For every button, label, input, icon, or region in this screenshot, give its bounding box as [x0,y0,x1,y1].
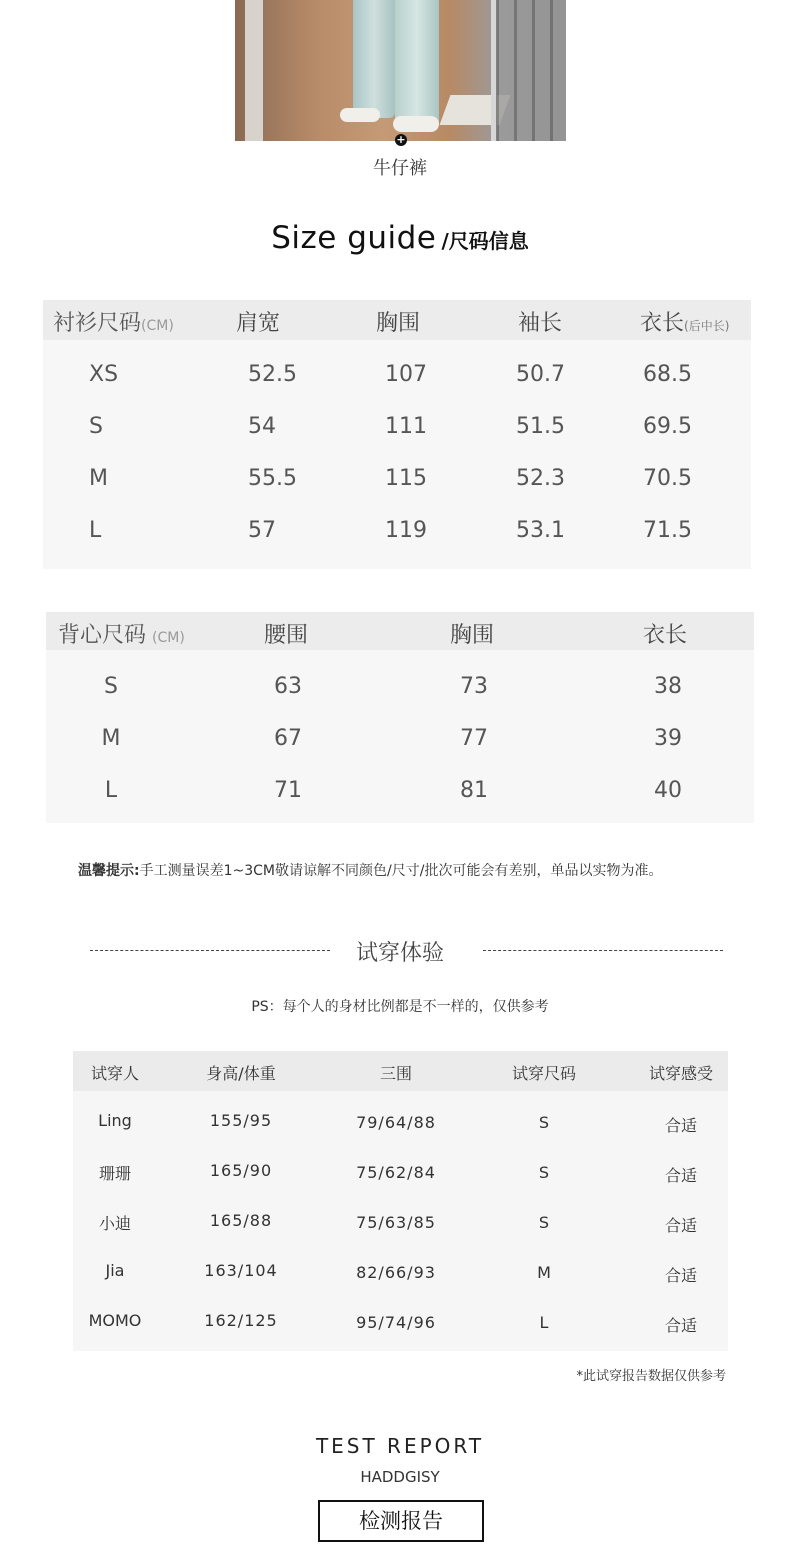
photo-door [245,0,263,141]
shirt-table-header [43,300,751,340]
test-report-button[interactable]: 检测报告 [318,1500,484,1542]
try-on-cell: Ling [98,1111,132,1130]
shirt-row-value: 111 [385,414,427,439]
vest-header-label-cell [58,618,185,649]
try-on-header-cell: 三围 [379,1064,413,1083]
vest-row-value: 38 [654,674,682,699]
shirt-row-value: 52.5 [248,362,297,387]
try-on-cell: 165/90 [209,1161,273,1180]
try-on-ps: PS：每个人的身材比例都是不一样的，仅供参考 [251,999,549,1015]
notice-text: 手工测量误差1~3CM敬请谅解不同颜色/尺寸/批次可能会有差别，单品以实物为准。 [139,863,663,879]
try-on-cell: 163/104 [204,1261,278,1280]
try-on-cell: 82/66/93 [356,1263,436,1282]
try-on-title: 试穿体验 [355,941,444,966]
photo-shoe-right [393,116,439,132]
try-on-cell: MOMO [88,1311,142,1330]
shirt-row-value: 68.5 [643,362,692,387]
try-on-cell: M [537,1263,551,1282]
try-on-cell: 小迪 [98,1214,132,1233]
photo-window-frame [496,0,566,141]
shirt-header-unit: (CM) [141,318,174,334]
vest-row-size: L [104,778,118,803]
try-on-header-cell: 试穿尺码 [511,1064,577,1083]
vest-row-value: 67 [274,726,302,751]
try-on-note: *此试穿报告数据仅供参考 [576,1369,726,1384]
try-on-header-cell: 试穿人 [90,1064,140,1083]
vest-size-table [46,612,754,823]
try-on-cell: 95/74/96 [356,1313,436,1332]
product-photo [235,0,566,141]
shirt-row-size: XS [89,362,119,387]
shirt-row-value: 52.3 [516,466,565,491]
try-on-cell: 合适 [664,1266,698,1285]
try-on-cell: 合适 [664,1166,698,1185]
vest-row-value: 71 [274,778,302,803]
shirt-col-sleeve: 袖长 [518,311,563,336]
vest-row-value: 40 [654,778,682,803]
try-on-cell: 75/62/84 [356,1163,436,1182]
try-on-cell: S [538,1113,550,1132]
shirt-col-chest: 胸围 [376,311,421,336]
vest-row-size: M [101,726,121,751]
notice [78,860,662,880]
shirt-row-value: 119 [385,518,427,543]
try-on-cell: 75/63/85 [356,1213,436,1232]
try-on-cell: 79/64/88 [356,1113,436,1132]
vest-row-value: 81 [460,778,488,803]
try-on-cell: Jia [105,1261,125,1280]
shirt-row-value: 50.7 [516,362,565,387]
vest-table-header [46,612,754,650]
vest-col-chest: 胸围 [450,623,495,648]
shirt-col-shoulder: 肩宽 [236,311,281,336]
vest-row-value: 63 [274,674,302,699]
shirt-row-value: 115 [385,466,427,491]
try-on-cell: S [538,1213,550,1232]
plus-icon[interactable]: + [396,133,406,146]
try-on-table-header [73,1051,728,1091]
vest-header-label: 背心尺码 [58,623,147,648]
try-on-cell: 155/95 [209,1111,273,1130]
size-guide-title-en: Size guide [271,220,437,256]
try-on-cell: S [538,1163,550,1182]
vest-header-unit: (CM) [152,630,185,646]
shirt-row-value: 71.5 [643,518,692,543]
photo-shoe-left [340,108,380,122]
shirt-row-value: 53.1 [516,518,565,543]
product-caption: 牛仔裤 [373,158,427,179]
shirt-header-label: 衬衫尺码 [53,311,142,336]
report-brand: HADDGISY [360,1468,440,1486]
try-on-cell: 合适 [664,1216,698,1235]
photo-jeans-right-leg [395,0,439,128]
try-on-header-cell: 试穿感受 [648,1064,714,1083]
try-on-cell: 合适 [664,1316,698,1335]
vest-row-size: S [104,674,118,699]
shirt-row-value: 54 [248,414,276,439]
vest-col-waist: 腰围 [264,623,309,648]
photo-jeans-left-leg [353,0,395,118]
shirt-size-table [43,300,751,569]
vest-row-value: 77 [460,726,488,751]
shirt-row-value: 55.5 [248,466,297,491]
try-on-cell: 165/88 [209,1211,273,1230]
try-on-cell: 162/125 [204,1311,278,1330]
shirt-col-length-note: (后中长) [684,319,730,333]
shirt-row-value: 70.5 [643,466,692,491]
shirt-col-length-cell [640,306,729,337]
shirt-row-size: S [89,414,103,439]
vest-col-length: 衣长 [643,623,688,648]
notice-label: 温馨提示: [78,863,140,879]
vest-row-value: 39 [654,726,682,751]
shirt-row-value: 69.5 [643,414,692,439]
try-on-header-cell: 身高/体重 [206,1064,276,1083]
size-guide-title-cn: /尺码信息 [441,229,529,253]
try-on-cell: 合适 [664,1116,698,1135]
shirt-row-value: 57 [248,518,276,543]
shirt-row-value: 107 [385,362,427,387]
size-guide-title [0,220,800,256]
try-on-table [73,1051,728,1351]
shirt-row-size: L [89,518,102,543]
try-on-cell: L [539,1313,549,1332]
shirt-row-size: M [89,466,108,491]
try-on-cell: 珊珊 [98,1164,132,1183]
shirt-row-value: 51.5 [516,414,565,439]
vest-row-value: 73 [460,674,488,699]
shirt-header-label-cell [53,306,174,337]
report-title: TEST REPORT [315,1434,485,1458]
shirt-col-length: 衣长 [640,311,685,336]
